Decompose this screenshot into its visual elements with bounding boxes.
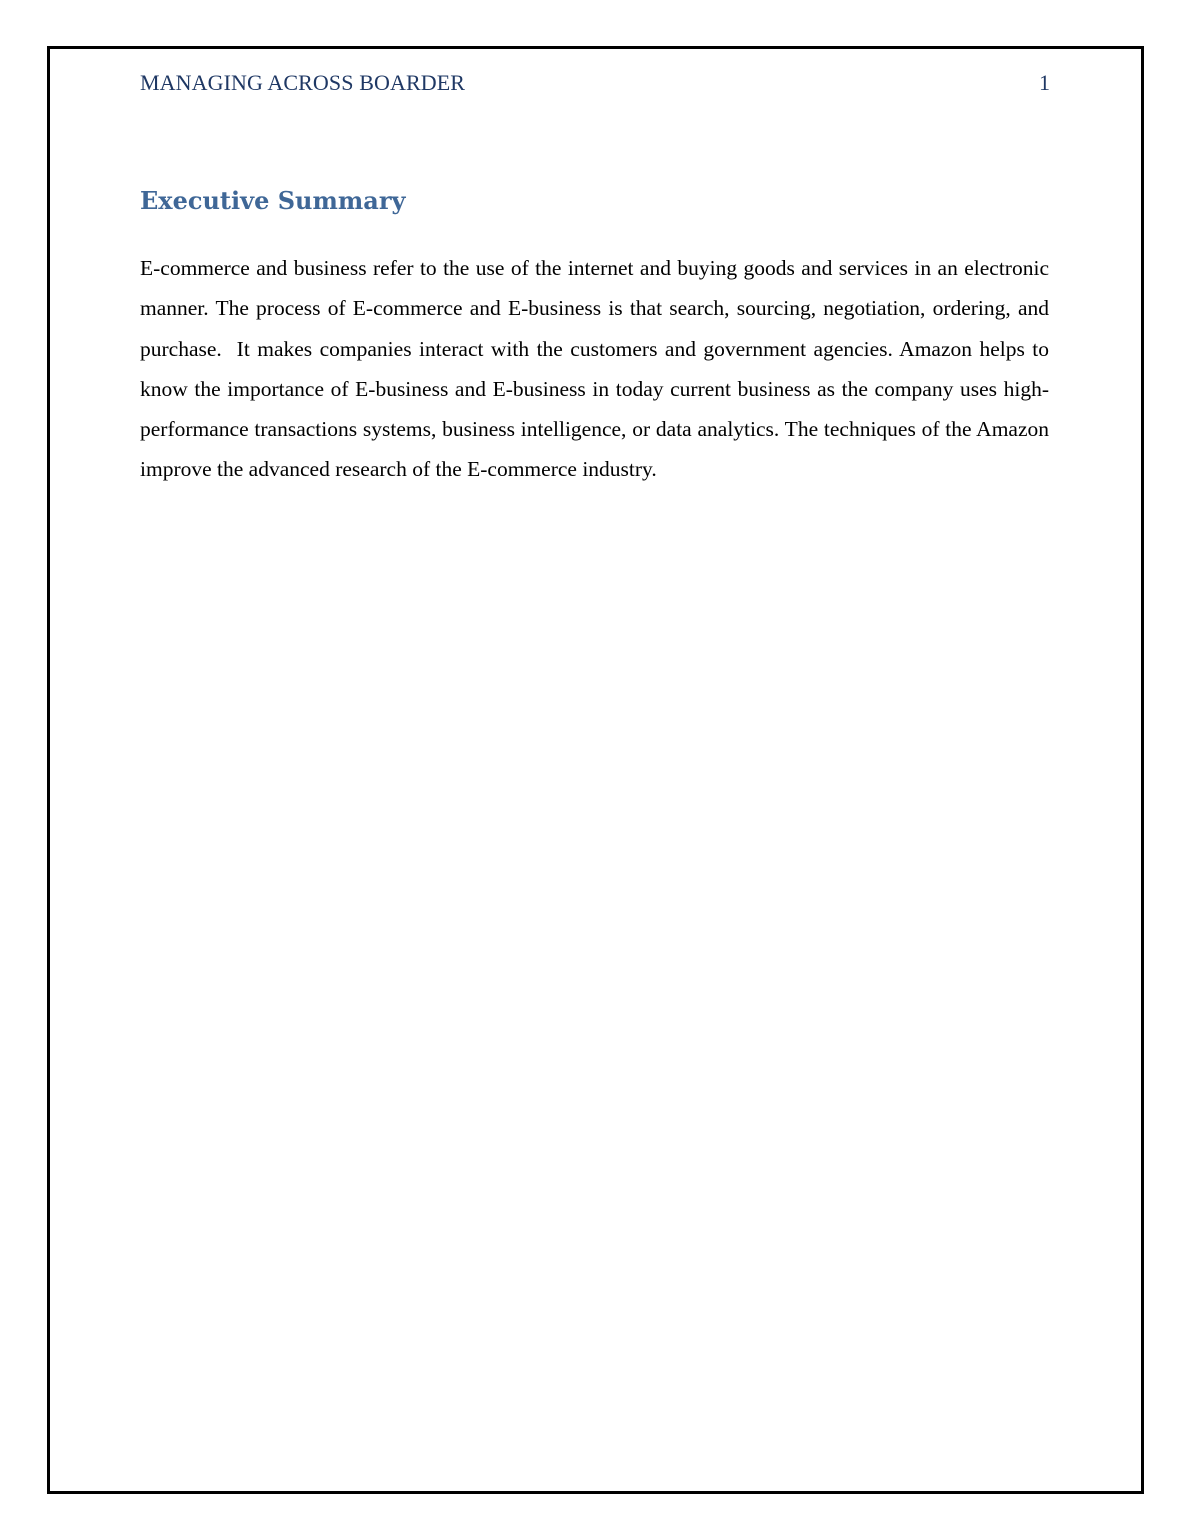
page-number: 1 xyxy=(1039,70,1050,95)
section-heading: Executive Summary xyxy=(140,186,406,215)
running-header-title: MANAGING ACROSS BOARDER xyxy=(140,70,466,95)
body-paragraph: E-commerce and business refer to the use of the internet and buying goods and services in an electronic manner. The process of E-commerce and E-business is that search, sourcing, negotiation, ordering, and purchase. It makes companies interact with the customers and government agencies. Amazon helps to know the importance of E-business and E-business in today current business as the company uses high-performance transactions systems, business intelligence, or data analytics. The techniques of the Amazon improve the advanced research of the E-commerce industry. xyxy=(140,256,1055,482)
